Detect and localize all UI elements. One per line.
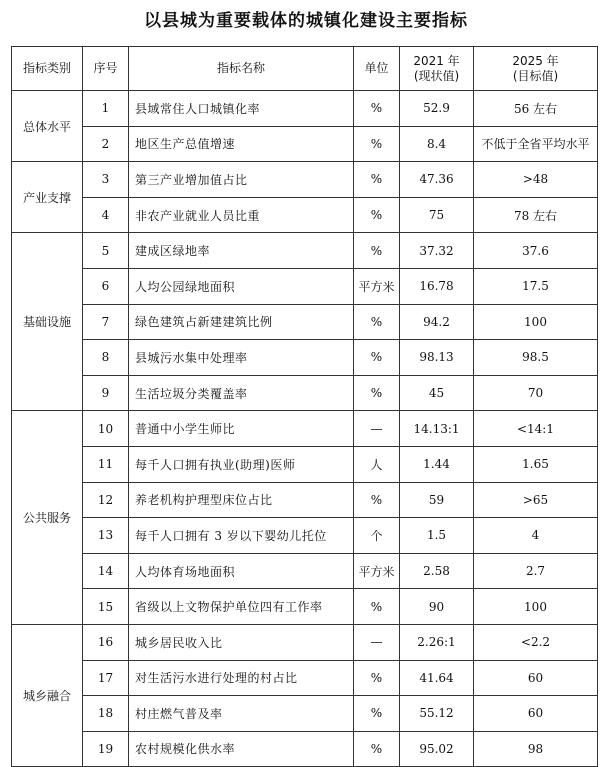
unit-cell: —: [354, 411, 400, 447]
category-cell: 公共服务: [12, 411, 83, 625]
header-2021-note: (现状值): [413, 68, 460, 83]
indicator-name-cell: 人均体育场地面积: [129, 553, 354, 589]
table-row: [12, 162, 598, 198]
indicator-name-cell: 普通中小学生师比: [129, 411, 354, 447]
table-row: [12, 482, 598, 518]
indicator-name-cell: 养老机构护理型床位占比: [129, 482, 354, 518]
table-row: [12, 375, 598, 411]
header-unit: 单位: [354, 47, 400, 91]
unit-cell: %: [354, 233, 400, 269]
value-2021-cell: 52.9: [400, 91, 474, 127]
value-2021-cell: 45: [400, 375, 474, 411]
table-row: [12, 126, 598, 162]
indicator-name-cell: 人均公园绿地面积: [129, 268, 354, 304]
page-title: 以县城为重要载体的城镇化建设主要指标: [144, 11, 468, 31]
seq-cell: 17: [83, 660, 129, 696]
table-row: [12, 411, 598, 447]
value-2021-cell: 16.78: [400, 268, 474, 304]
seq-cell: 4: [83, 197, 129, 233]
seq-cell: 14: [83, 553, 129, 589]
indicator-name-cell: 农村规模化供水率: [129, 731, 354, 767]
seq-cell: 8: [83, 340, 129, 376]
header-name: 指标名称: [129, 47, 354, 91]
indicator-name-cell: 每千人口拥有执业(助理)医师: [129, 446, 354, 482]
value-2021-cell: 41.64: [400, 660, 474, 696]
category-cell: 产业支撑: [12, 162, 83, 233]
value-2021-cell: 37.32: [400, 233, 474, 269]
table-row: [12, 553, 598, 589]
table-row: [12, 696, 598, 732]
table-row: [12, 624, 598, 660]
table-row: [12, 340, 598, 376]
target-2025-cell: >48: [474, 162, 598, 198]
table-body: [12, 91, 598, 767]
target-2025-cell: 1.65: [474, 446, 598, 482]
target-2025-cell: 56 左右: [474, 91, 598, 127]
target-2025-cell: 不低于全省平均水平: [474, 126, 598, 162]
category-cell: 基础设施: [12, 233, 83, 411]
table-row: [12, 731, 598, 767]
target-2025-cell: 37.6: [474, 233, 598, 269]
target-2025-cell: 17.5: [474, 268, 598, 304]
seq-cell: 7: [83, 304, 129, 340]
unit-cell: %: [354, 162, 400, 198]
target-2025-cell: 60: [474, 696, 598, 732]
unit-cell: %: [354, 731, 400, 767]
unit-cell: %: [354, 696, 400, 732]
unit-cell: %: [354, 340, 400, 376]
value-2021-cell: 94.2: [400, 304, 474, 340]
header-2021-year: 2021 年: [413, 53, 460, 68]
table-row: [12, 589, 598, 625]
target-2025-cell: 98.5: [474, 340, 598, 376]
value-2021-cell: 98.13: [400, 340, 474, 376]
seq-cell: 11: [83, 446, 129, 482]
indicator-name-cell: 绿色建筑占新建建筑比例: [129, 304, 354, 340]
unit-cell: 平方米: [354, 553, 400, 589]
table-row: [12, 446, 598, 482]
indicator-name-cell: 每千人口拥有 3 岁以下婴幼儿托位: [129, 518, 354, 554]
indicator-name-cell: 对生活污水进行处理的村占比: [129, 660, 354, 696]
indicator-name-cell: 非农产业就业人员比重: [129, 197, 354, 233]
target-2025-cell: 60: [474, 660, 598, 696]
unit-cell: %: [354, 91, 400, 127]
indicator-name-cell: 城乡居民收入比: [129, 624, 354, 660]
unit-cell: %: [354, 126, 400, 162]
table-row: [12, 660, 598, 696]
table-row: [12, 268, 598, 304]
indicator-name-cell: 生活垃圾分类覆盖率: [129, 375, 354, 411]
unit-cell: %: [354, 197, 400, 233]
table-row: [12, 304, 598, 340]
seq-cell: 5: [83, 233, 129, 269]
indicator-name-cell: 建成区绿地率: [129, 233, 354, 269]
target-2025-cell: 100: [474, 304, 598, 340]
unit-cell: %: [354, 375, 400, 411]
indicator-name-cell: 村庄燃气普及率: [129, 696, 354, 732]
seq-cell: 2: [83, 126, 129, 162]
value-2021-cell: 2.58: [400, 553, 474, 589]
header-2025: [474, 47, 598, 91]
indicator-name-cell: 县域常住人口城镇化率: [129, 91, 354, 127]
header-row: [12, 47, 598, 91]
unit-cell: 个: [354, 518, 400, 554]
value-2021-cell: 95.02: [400, 731, 474, 767]
category-cell: 城乡融合: [12, 624, 83, 766]
value-2021-cell: 1.5: [400, 518, 474, 554]
seq-cell: 19: [83, 731, 129, 767]
value-2021-cell: 55.12: [400, 696, 474, 732]
target-2025-cell: 98: [474, 731, 598, 767]
value-2021-cell: 59: [400, 482, 474, 518]
seq-cell: 18: [83, 696, 129, 732]
target-2025-cell: <14:1: [474, 411, 598, 447]
header-category: 指标类别: [12, 47, 83, 91]
unit-cell: —: [354, 624, 400, 660]
seq-cell: 16: [83, 624, 129, 660]
target-2025-cell: 78 左右: [474, 197, 598, 233]
header-2021: [400, 47, 474, 91]
unit-cell: %: [354, 660, 400, 696]
target-2025-cell: 4: [474, 518, 598, 554]
unit-cell: 平方米: [354, 268, 400, 304]
table-row: [12, 233, 598, 269]
unit-cell: 人: [354, 446, 400, 482]
target-2025-cell: <2.2: [474, 624, 598, 660]
seq-cell: 1: [83, 91, 129, 127]
header-seq: 序号: [83, 47, 129, 91]
target-2025-cell: 70: [474, 375, 598, 411]
indicator-name-cell: 地区生产总值增速: [129, 126, 354, 162]
header-2025-note: (目标值): [512, 68, 559, 83]
table-row: [12, 518, 598, 554]
unit-cell: %: [354, 589, 400, 625]
unit-cell: %: [354, 482, 400, 518]
table-row: [12, 197, 598, 233]
indicator-name-cell: 县城污水集中处理率: [129, 340, 354, 376]
table-row: [12, 91, 598, 127]
seq-cell: 10: [83, 411, 129, 447]
target-2025-cell: 100: [474, 589, 598, 625]
value-2021-cell: 75: [400, 197, 474, 233]
seq-cell: 15: [83, 589, 129, 625]
target-2025-cell: 2.7: [474, 553, 598, 589]
seq-cell: 12: [83, 482, 129, 518]
seq-cell: 6: [83, 268, 129, 304]
value-2021-cell: 1.44: [400, 446, 474, 482]
unit-cell: %: [354, 304, 400, 340]
indicator-name-cell: 省级以上文物保护单位四有工作率: [129, 589, 354, 625]
value-2021-cell: 8.4: [400, 126, 474, 162]
category-cell: 总体水平: [12, 91, 83, 162]
indicator-name-cell: 第三产业增加值占比: [129, 162, 354, 198]
seq-cell: 9: [83, 375, 129, 411]
value-2021-cell: 90: [400, 589, 474, 625]
target-2025-cell: >65: [474, 482, 598, 518]
indicator-table: [11, 46, 598, 767]
value-2021-cell: 47.36: [400, 162, 474, 198]
header-2025-year: 2025 年: [512, 53, 559, 68]
seq-cell: 3: [83, 162, 129, 198]
seq-cell: 13: [83, 518, 129, 554]
value-2021-cell: 2.26:1: [400, 624, 474, 660]
value-2021-cell: 14.13:1: [400, 411, 474, 447]
